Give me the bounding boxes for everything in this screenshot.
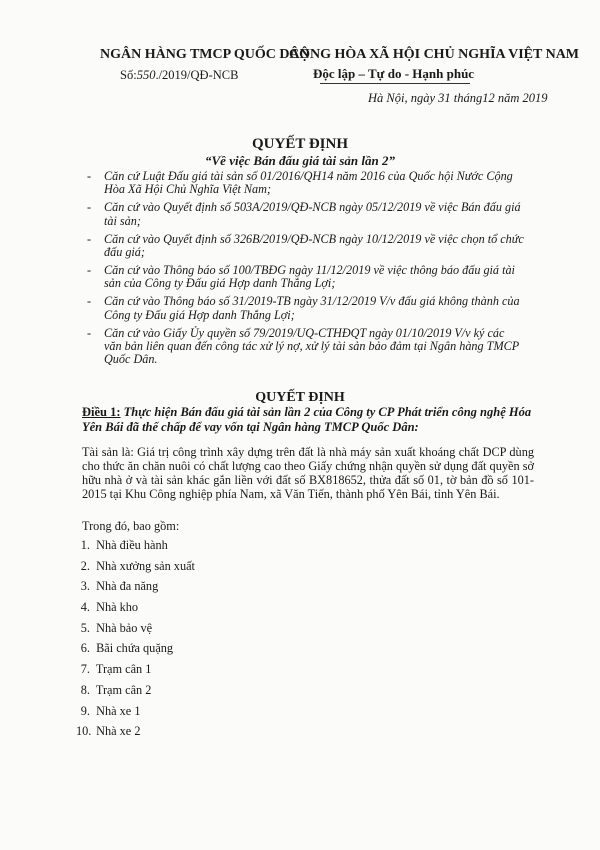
article-text: Thực hiện Bán đấu giá tài sản lần 2 của Công ty CP Phát triển công nghệ Hóa Yên Bái đã thế chấp để vay vốn tại Ngân hàng TMCP Quốc Dân: [82, 405, 532, 434]
list-item [78, 662, 195, 683]
motto-underline [320, 83, 470, 84]
year-suffix: năm 2019 [494, 91, 548, 105]
item-number: 8. [80, 682, 90, 697]
item-number: 10. [76, 724, 92, 739]
basis-item: - Căn cứ vào Giấy Ủy quyền số 79/2019/UQ-CTHĐQT ngày 01/10/2019 V/v ký các văn bản liên quan đến công tác xử lý nợ, xử lý tài sản bảo đảm tại Ngân hàng TMCP Quốc Dân. [84, 327, 524, 367]
item-number: 3. [80, 579, 90, 594]
list-item [78, 641, 195, 662]
document-number [120, 68, 238, 83]
date-day: 31 [438, 91, 451, 105]
item-label: Nhà xe 2 [96, 724, 141, 739]
item-label: Trạm cân 2 [95, 682, 152, 697]
basis-item: - Căn cứ vào Quyết định số 503A/2019/QĐ-NCB ngày 05/12/2019 về việc Bán đấu giá tài sản; [84, 201, 524, 228]
item-number: 5. [80, 620, 90, 635]
item-label: Nhà điều hành [96, 538, 168, 552]
list-item [78, 559, 195, 580]
item-label: Nhà kho [96, 600, 139, 615]
basis-item: - Căn cứ vào Thông báo số 31/2019-TB ngày 31/12/2019 V/v đấu giá không thành của Công ty Đấu giá Hợp danh Thắng Lợi; [84, 295, 524, 322]
list-item [78, 724, 195, 745]
list-item [78, 538, 195, 559]
place-date [368, 91, 548, 106]
item-label: Nhà xưởng sản xuất [96, 558, 195, 573]
article-1 [82, 405, 532, 435]
item-label: Bãi chứa quặng [96, 641, 174, 656]
nation-name: CỘNG HÒA XÃ HỘI CHỦ NGHĨA VIỆT NAM [289, 47, 580, 62]
item-label: Trạm cân 1 [95, 662, 152, 677]
list-item [78, 579, 195, 600]
article-label: Điều 1: [82, 405, 121, 419]
doc-number-suffix: ./2019/QĐ-NCB [155, 68, 239, 82]
place-date-prefix: Hà Nội, ngày [368, 91, 439, 105]
decision-title: QUYẾT ĐỊNH [252, 136, 348, 152]
doc-number-handwritten: 550 [136, 68, 156, 82]
item-number: 9. [80, 703, 90, 718]
section-title: QUYẾT ĐỊNH [255, 390, 345, 405]
asset-description: Tài sản là: Giá trị công trình xây dựng trên đất là nhà máy sản xuất khoáng chất DCP dùng cho thức ăn chăn nuôi có chất lượng cao theo Giấy chứng nhận quyền sử dụng đất quyền sở hữu nhà ở và tài sản khác gắn liền với đất số BX818652, thửa đất số 01, tờ bản đồ số 101-2015 tại Khu Công nghiệp phía Nam, xã Văn Tiến, thành phố Yên Bái, tỉnh Yên Bái. [82, 445, 534, 502]
doc-number-prefix: Số: [120, 68, 137, 82]
legal-basis-list [84, 170, 524, 371]
list-item [78, 600, 195, 621]
date-month: 12 [482, 91, 495, 105]
item-number: 6. [80, 641, 90, 656]
basis-item: - Căn cứ Luật Đấu giá tài sản số 01/2016/QH14 năm 2016 của Quốc hội Nước Cộng Hòa Xã Hội Chủ Nghĩa Việt Nam; [84, 170, 524, 197]
national-motto: Độc lập – Tự do - Hạnh phúc [313, 66, 475, 81]
list-item [78, 704, 195, 725]
includes-label: Trong đó, bao gồm: [82, 519, 180, 533]
item-number: 4. [80, 600, 90, 615]
basis-item: - Căn cứ vào Thông báo số 100/TBĐG ngày 11/12/2019 về việc thông báo đấu giá tài sản của Công ty Đấu giá Hợp danh Thắng Lợi; [84, 264, 524, 291]
bank-name: NGÂN HÀNG TMCP QUỐC DÂN [100, 47, 310, 62]
item-number: 7. [80, 662, 90, 677]
list-item [78, 683, 195, 704]
list-item [78, 621, 195, 642]
item-label: Nhà bảo vệ [96, 620, 153, 635]
basis-item: - Căn cứ vào Quyết định số 326B/2019/QĐ-NCB ngày 10/12/2019 về việc chọn tổ chức đấu giá; [84, 233, 524, 260]
item-number: 2. [80, 558, 90, 573]
item-label: Nhà đa năng [96, 579, 159, 594]
asset-items-list [78, 538, 195, 745]
decision-subtitle: “Về việc Bán đấu giá tài sản lần 2” [205, 153, 395, 168]
item-number: 1. [80, 538, 90, 552]
item-label: Nhà xe 1 [96, 703, 141, 718]
month-label: tháng [450, 91, 483, 105]
